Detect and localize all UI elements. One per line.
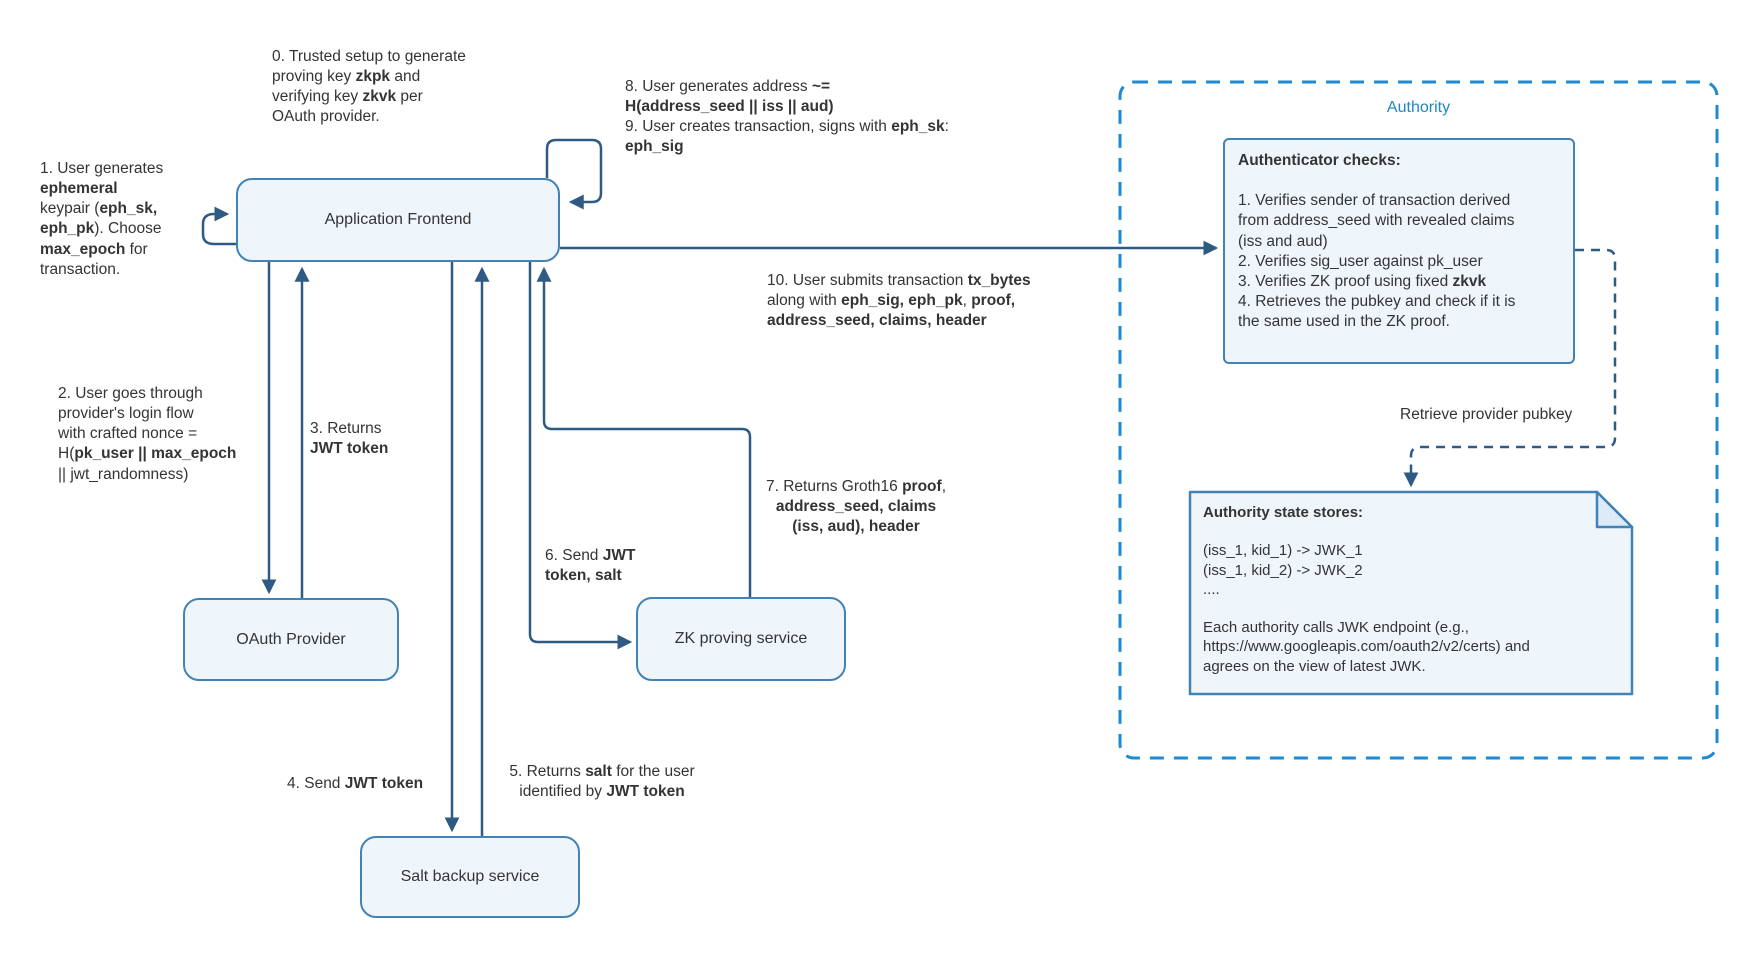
retrieve-pubkey-label: Retrieve provider pubkey bbox=[1400, 406, 1573, 423]
node-oauth-provider bbox=[183, 598, 399, 681]
node-application-frontend-label: Application Frontend bbox=[324, 211, 472, 228]
step0-label: 0. Trusted setup to generate proving key zkpk and verifying key zkvk per OAuth provider. bbox=[272, 48, 466, 126]
step5-label: 5. Returns salt for the user identified by JWT token bbox=[509, 763, 695, 801]
node-zk-proving-service-label: ZK proving service bbox=[674, 630, 808, 647]
node-zk-proving-service bbox=[636, 597, 846, 681]
authority-state-stores-note: Authority state stores: (iss_1, kid_1) -> JWK_1 (iss_1, kid_2) -> JWK_2 .... Each authority calls JWK endpoint (e.g., https://www.googleapis.com/oauth2/v2/certs) and agrees on the view of latest JWK. bbox=[1203, 504, 1530, 675]
step2-label: 2. User goes through provider's login flow with crafted nonce = H(pk_user || max_epoch || jwt_randomness) bbox=[58, 385, 237, 483]
node-application-frontend bbox=[236, 178, 560, 262]
node-oauth-provider-label: OAuth Provider bbox=[236, 630, 346, 648]
node-salt-backup-service-label: Salt backup service bbox=[400, 868, 540, 885]
step7-label: 7. Returns Groth16 proof, address_seed, claims (iss, aud), header bbox=[765, 478, 947, 536]
step1-label: 1. User generates ephemeral keypair (eph_sk, eph_pk). Choose max_epoch for transaction. bbox=[40, 160, 164, 278]
step6-label: 6. Send JWT token, salt bbox=[545, 547, 636, 585]
authority-title: Authority bbox=[1386, 99, 1451, 116]
node-salt-backup-service bbox=[360, 836, 580, 918]
authenticator-checks-panel: Authenticator checks: 1. Verifies sender of transaction derived from address_seed with revealed claims (iss and aud) 2. Verifies sig_user against pk_user 3. Verifies ZK proof using fixed zkvk 4. Retrieves the pubkey and check if it is the same used in the ZK proof. bbox=[1223, 138, 1575, 364]
step10-label: 10. User submits transaction tx_bytes along with eph_sig, eph_pk, proof, address_seed, claims, header bbox=[767, 272, 1031, 330]
step8-9-label: 8. User generates address ~= H(address_seed || iss || aud) 9. User creates transaction, signs with eph_sk: eph_sig bbox=[625, 78, 949, 156]
step4-label: 4. Send JWT token bbox=[287, 775, 424, 792]
arrow-self-loop-left bbox=[203, 214, 236, 244]
step3-label: 3. Returns JWT token bbox=[310, 420, 389, 458]
